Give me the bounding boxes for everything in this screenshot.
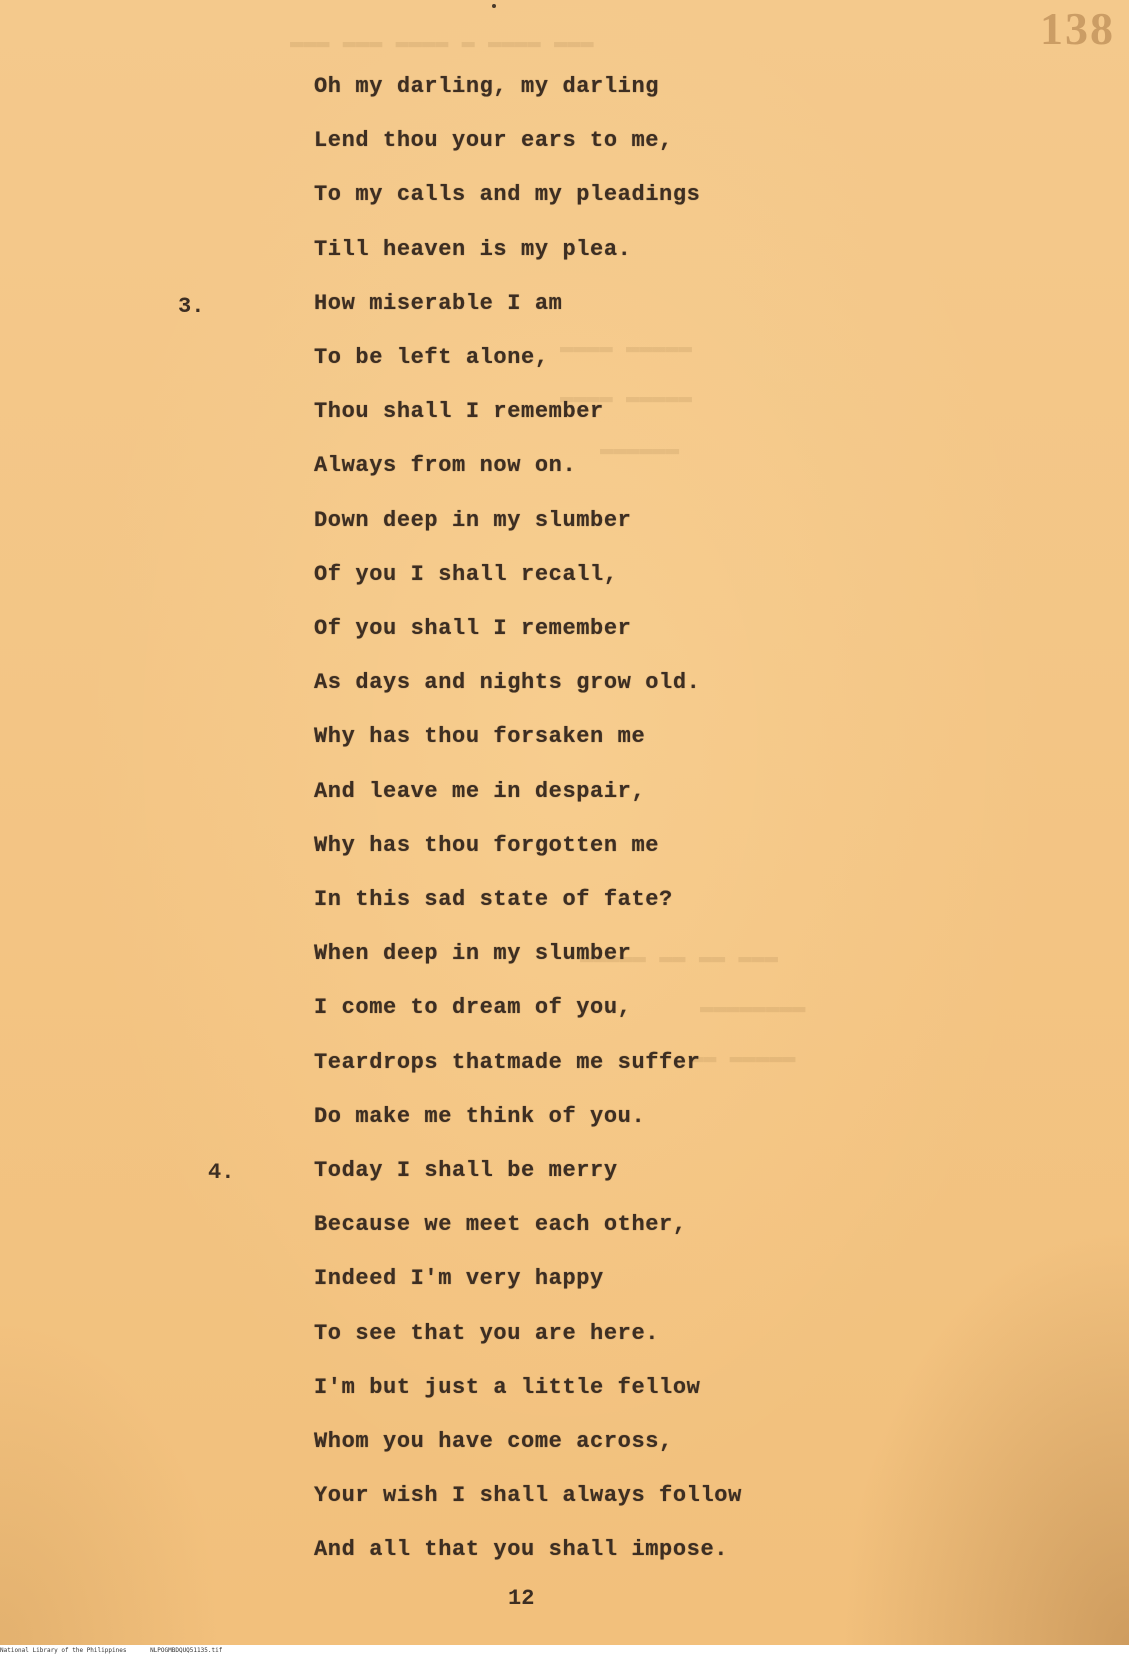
poem-line: Always from now on.	[314, 453, 577, 478]
poem-line: Do make me think of you.	[314, 1104, 646, 1129]
poem-line: Of you shall I remember	[314, 616, 632, 641]
poem-line: Lend thou your ears to me,	[314, 128, 673, 153]
bleed-through: ▬▬▬ ▬▬▬ ▬▬▬▬ ▬ ▬▬▬▬ ▬▬▬	[290, 30, 594, 55]
poem-line: Because we meet each other,	[314, 1212, 687, 1237]
poem-line: And leave me in despair,	[314, 779, 646, 804]
poem-line: Oh my darling, my darling	[314, 74, 660, 99]
ink-speck	[492, 4, 496, 8]
poem-line: Why has thou forgotten me	[314, 833, 660, 858]
bleed-through: ▬▬▬▬ ▬▬▬▬▬	[560, 385, 693, 410]
poem-line: Today I shall be merry	[314, 1158, 618, 1183]
poem-line: Indeed I'm very happy	[314, 1266, 604, 1291]
poem-line: To my calls and my pleadings	[314, 182, 701, 207]
poem-line: Of you I shall recall,	[314, 562, 618, 587]
stanza-marker-3: 3.	[178, 294, 205, 319]
poem-line: Till heaven is my plea.	[314, 237, 632, 262]
poem-line: Down deep in my slumber	[314, 508, 632, 533]
poem-line: Whom you have come across,	[314, 1429, 673, 1454]
poem-line: When deep in my slumber	[314, 941, 632, 966]
bleed-through: ▬▬▬▬▬▬	[600, 437, 680, 462]
scan-footer	[0, 1647, 242, 1654]
poem-line: Why has thou forsaken me	[314, 724, 646, 749]
stanza-marker-4: 4.	[208, 1160, 235, 1185]
poem-line: Your wish I shall always follow	[314, 1483, 742, 1508]
bleed-through: ▬▬ ▬▬▬▬▬	[690, 1045, 796, 1070]
bleed-through: ▬▬▬▬▬ ▬▬ ▬▬ ▬▬▬	[580, 945, 779, 970]
poem-line: In this sad state of fate?	[314, 887, 673, 912]
poem-line: As days and nights grow old.	[314, 670, 701, 695]
bleed-through: ▬▬▬▬▬▬▬▬	[700, 995, 806, 1020]
archive-page-stamp: 138	[1040, 3, 1115, 54]
poem-line: And all that you shall impose.	[314, 1537, 729, 1562]
poem-line: Thou shall I remember	[314, 399, 604, 424]
footer-library: National Library of the Philippines	[0, 1647, 127, 1654]
page-number: 12	[508, 1586, 535, 1611]
poem-line: To see that you are here.	[314, 1321, 660, 1346]
poem-line: I'm but just a little fellow	[314, 1375, 701, 1400]
poem-line: How miserable I am	[314, 291, 563, 316]
poem-line: I come to dream of you,	[314, 995, 632, 1020]
bleed-through: ▬▬▬▬ ▬▬▬▬▬	[560, 335, 693, 360]
poem-line: Teardrops thatmade me suffer	[314, 1050, 701, 1075]
footer-filename: NLPOGMBDQUQ51135.tif	[150, 1647, 223, 1654]
poem-line: To be left alone,	[314, 345, 549, 370]
